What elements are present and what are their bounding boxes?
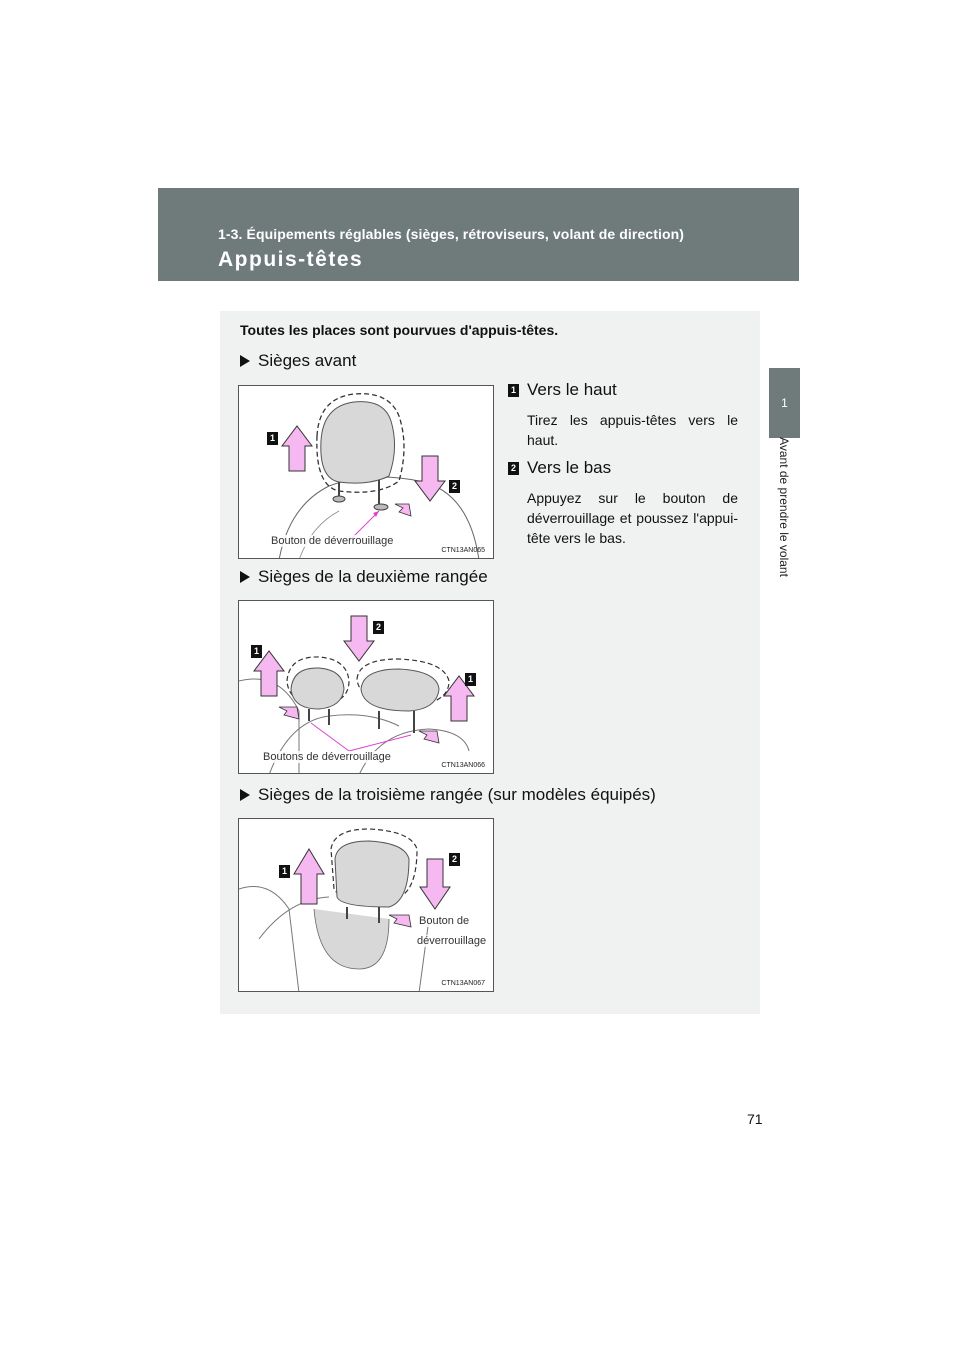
figure-badge-2: 2 <box>449 853 460 866</box>
intro-text: Toutes les places sont pourvues d'appuis-têtes. <box>240 322 559 338</box>
step-title: Vers le bas <box>527 458 612 477</box>
section-heading-front <box>240 351 356 371</box>
step-badge: 1 <box>508 384 519 397</box>
figure-badge-1: 1 <box>267 432 278 445</box>
section-heading-label: Sièges avant <box>258 351 357 370</box>
figure-badge-1b: 1 <box>465 673 476 686</box>
step-badge: 2 <box>508 462 519 475</box>
section-heading-label: Sièges de la troisième rangée (sur modèles équipés) <box>258 785 656 804</box>
section-heading-second-row <box>240 567 488 587</box>
figure-third-row <box>238 818 494 992</box>
step-down-text: Appuyez sur le bouton de déverrouillage et poussez l'appui-tête vers le bas. <box>527 490 738 546</box>
figure-label-line1: Bouton de <box>419 915 470 927</box>
page-title: Appuis-têtes <box>218 248 364 271</box>
figure-front-seat <box>238 385 494 559</box>
chapter-tab-number: 1 <box>769 368 800 438</box>
figure-label: Bouton de déverrouillage <box>271 535 394 547</box>
chapter-tab-label: Avant de prendre le volant <box>777 437 791 577</box>
section-title: 1-3. Équipements réglables (sièges, rétroviseurs, volant de direction) <box>218 226 685 242</box>
triangle-bullet-icon <box>240 571 250 583</box>
figure-badge-1: 1 <box>279 865 290 878</box>
section-heading-third-row <box>240 785 656 805</box>
figure-label: Boutons de déverrouillage <box>263 751 391 763</box>
figure-badge-2: 2 <box>373 621 384 634</box>
figure-code: CTN13AN066 <box>441 762 485 769</box>
figure-code: CTN13AN065 <box>441 547 485 554</box>
figure-label-line2: déverrouillage <box>417 935 487 947</box>
figure-badge-2: 2 <box>449 480 460 493</box>
page-number: 71 <box>747 1111 763 1127</box>
triangle-bullet-icon <box>240 789 250 801</box>
step-up-text: Tirez les appuis-têtes vers le haut. <box>527 412 738 448</box>
step-up-heading <box>508 380 617 400</box>
step-down-heading <box>508 458 611 478</box>
figure-second-row <box>238 600 494 774</box>
step-title: Vers le haut <box>527 380 617 399</box>
triangle-bullet-icon <box>240 355 250 367</box>
chapter-header <box>158 188 799 281</box>
figure-badge-1: 1 <box>251 645 262 658</box>
figure-code: CTN13AN067 <box>441 980 485 987</box>
section-heading-label: Sièges de la deuxième rangée <box>258 567 488 586</box>
